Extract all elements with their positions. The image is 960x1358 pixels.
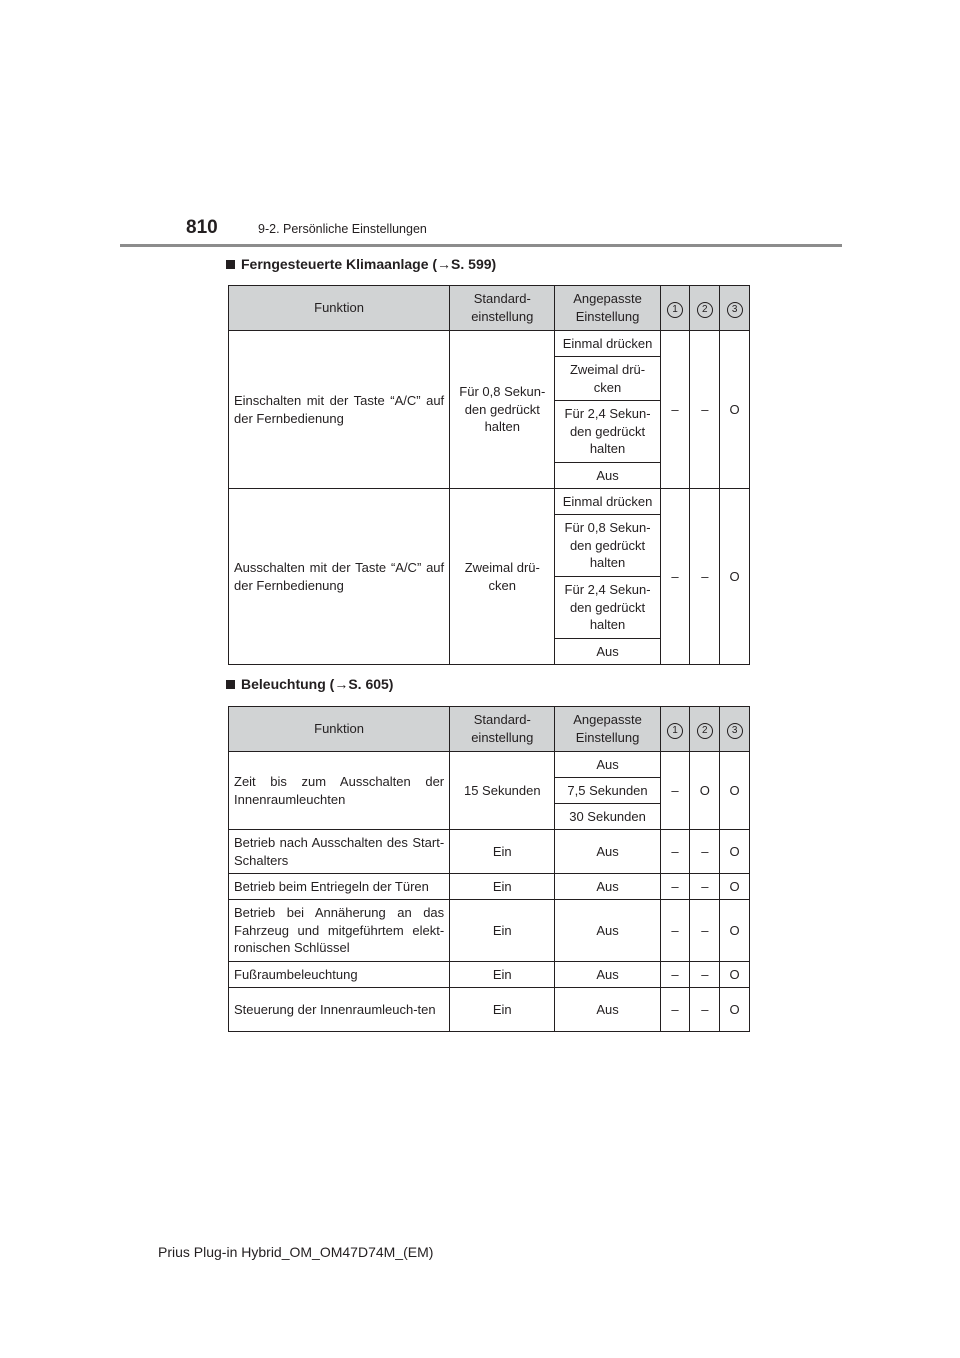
column-header-num-1 [660,286,690,331]
circled-number-1: 1 [667,302,683,318]
option-cell: Aus [555,752,660,778]
mark-cell-1: – [660,331,690,489]
option-cell [555,515,660,577]
circled-number-1: 1 [667,723,683,739]
mark-cell-2: – [690,830,720,874]
table-header-row [229,707,750,752]
table-header-row [229,286,750,331]
option-cell [555,577,660,639]
table-row [229,962,750,988]
option-value: Für 2,4 Sekun- den gedrückt halten [564,582,651,633]
table-row [229,752,750,778]
mark-cell-2: – [690,331,720,489]
function-cell: Zeit bis zum Ausschalten der Innenraumleuchten [229,752,450,830]
function-cell: Einschalten mit der Taste “A/C” auf der Fernbedienung [229,331,450,489]
column-header-num-3 [720,707,750,752]
circled-number-3: 3 [727,723,743,739]
option-cell: 7,5 Sekunden [555,778,660,804]
circled-number-3: 3 [727,302,743,318]
table-row [229,489,750,515]
column-header-default [450,707,555,752]
option-cell: Aus [555,463,660,489]
option-cell [555,401,660,463]
square-bullet-icon [226,680,235,689]
default-cell: Ein [450,962,555,988]
function-cell: Betrieb nach Ausschalten des Start-Schalters [229,830,450,874]
mark-cell-3: O [720,962,750,988]
mark-cell-2: O [690,752,720,830]
column-header-function: Funktion [229,286,450,331]
column-header-num-1 [660,707,690,752]
option-cell [555,357,660,401]
circled-number-2: 2 [697,302,713,318]
option-cell: Aus [555,639,660,665]
mark-cell-2: – [690,874,720,900]
mark-cell-1: – [660,489,690,665]
climate-settings-table [228,285,750,665]
mark-cell-3: O [720,752,750,830]
section-heading-text: Ferngesteuerte Klimaanlage (→S. 599) [241,256,497,272]
option-cell: Aus [555,830,660,874]
circled-number-2: 2 [697,723,713,739]
option-cell: Aus [555,988,660,1032]
option-cell: Einmal drücken [555,331,660,357]
default-cell: Ein [450,988,555,1032]
table-row [229,900,750,962]
option-value: Für 0,8 Sekun- den gedrückt halten [564,520,651,571]
mark-cell-1: – [660,874,690,900]
default-cell: Ein [450,830,555,874]
column-header-default-label: Standard- einstellung [471,291,534,324]
default-cell [450,331,555,489]
column-header-num-2 [690,707,720,752]
mark-cell-3: O [720,830,750,874]
option-cell: 30 Sekunden [555,804,660,830]
column-header-function: Funktion [229,707,450,752]
mark-cell-2: – [690,900,720,962]
section-heading-climate [226,256,496,272]
column-header-default [450,286,555,331]
header-divider [120,244,842,247]
mark-cell-1: – [660,830,690,874]
page-number: 810 [186,217,218,238]
default-cell: 15 Sekunden [450,752,555,830]
document-footer: Prius Plug-in Hybrid_OM_OM47D74M_(EM) [158,1244,434,1260]
mark-cell-2: – [690,962,720,988]
function-cell: Betrieb beim Entriegeln der Türen [229,874,450,900]
mark-cell-3: O [720,489,750,665]
mark-cell-3: O [720,900,750,962]
section-heading-lighting [226,676,393,692]
mark-cell-3: O [720,331,750,489]
default-cell: Ein [450,900,555,962]
default-cell: Ein [450,874,555,900]
option-cell: Einmal drücken [555,489,660,515]
column-header-custom: Angepasste Einstellung [555,707,660,752]
lighting-settings-table [228,706,750,1032]
square-bullet-icon [226,260,235,269]
function-cell: Steuerung der Innenraumleuch-ten [229,988,450,1032]
function-cell: Fußraumbeleuchtung [229,962,450,988]
default-value: Zweimal drü- cken [464,559,540,593]
table-row [229,331,750,357]
table-row [229,830,750,874]
mark-cell-3: O [720,988,750,1032]
column-header-num-3 [720,286,750,331]
mark-cell-2: – [690,988,720,1032]
section-title: 9-2. Persönliche Einstellungen [258,222,427,236]
mark-cell-1: – [660,988,690,1032]
option-cell: Aus [555,962,660,988]
table-row [229,874,750,900]
mark-cell-3: O [720,874,750,900]
mark-cell-1: – [660,900,690,962]
option-cell: Aus [555,874,660,900]
column-header-num-2 [690,286,720,331]
mark-cell-1: – [660,962,690,988]
column-header-default-label: Standard- einstellung [471,712,534,745]
function-cell: Betrieb bei Annäherung an das Fahrzeug und mitgeführtem elekt-ronischen Schlüssel [229,900,450,962]
default-cell [450,489,555,665]
option-value: Zweimal drü- cken [569,361,646,395]
table-row [229,988,750,1032]
option-value: Für 2,4 Sekun- den gedrückt halten [564,406,651,457]
mark-cell-2: – [690,489,720,665]
section-heading-text: Beleuchtung (→S. 605) [241,676,394,692]
function-cell: Ausschalten mit der Taste “A/C” auf der Fernbedienung [229,489,450,665]
option-cell: Aus [555,900,660,962]
mark-cell-1: – [660,752,690,830]
default-value: Für 0,8 Sekun- den gedrückt halten [459,384,546,435]
column-header-custom: Angepasste Einstellung [555,286,660,331]
